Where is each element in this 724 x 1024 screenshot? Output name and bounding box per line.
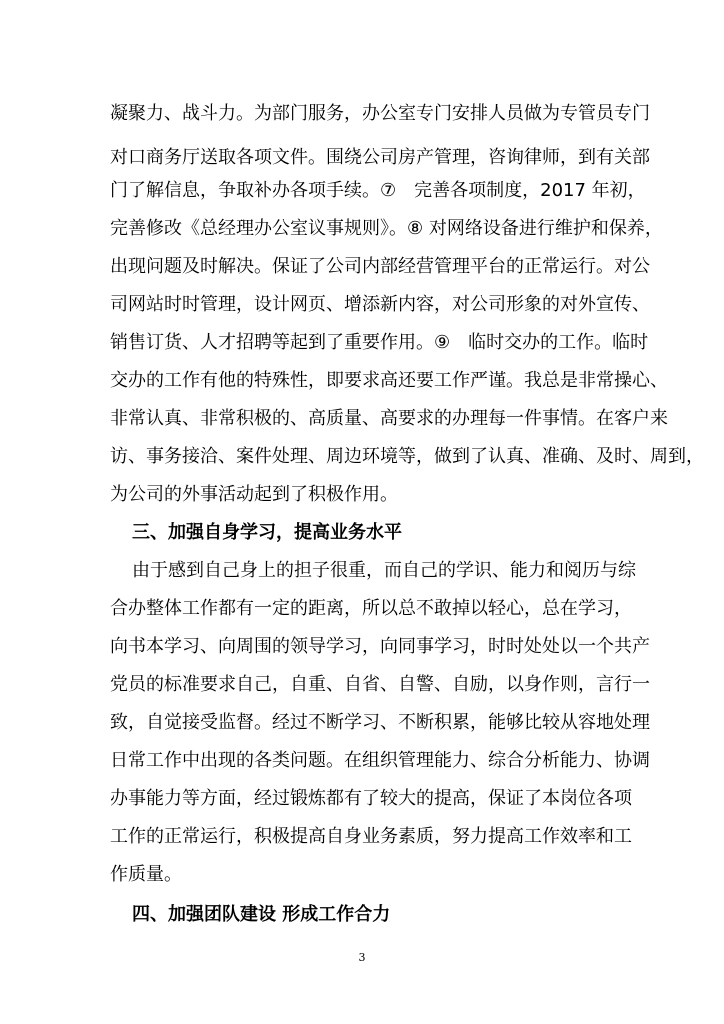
paragraph-line: 出现问题及时解决。保证了公司内部经营管理平台的正常运行。对公	[110, 256, 650, 277]
paragraph-line: 凝聚力、战斗力。为部门服务，办公室专门安排人员做为专管员专门	[110, 103, 650, 124]
paragraph-line: 日常工作中出现的各类问题。在组织管理能力、综合分析能力、协调	[110, 750, 650, 771]
paragraph-line: 向书本学习、向周围的领导学习，向同事学习，时时处处以一个共产	[110, 636, 650, 657]
paragraph-line: 致，自觉接受监督。经过不断学习、不断积累，能够比较从容地处理	[110, 712, 650, 733]
section-heading: 四、加强团队建设 形成工作合力	[132, 904, 391, 925]
paragraph-line: 交办的工作有他的特殊性，即要求高还要工作严谨。我总是非常操心、	[110, 370, 668, 391]
paragraph-line: 非常认真、非常积极的、高质量、高要求的办理每一件事情。在客户来	[110, 408, 668, 429]
paragraph-line: 为公司的外事活动起到了积极作用。	[110, 484, 398, 505]
paragraph-line: 访、事务接洽、案件处理、周边环境等，做到了认真、准确、及时、周到，	[110, 446, 704, 467]
paragraph-line: 合办整体工作都有一定的距离，所以总不敢掉以轻心，总在学习，	[110, 598, 632, 619]
section-heading: 三、加强自身学习，提高业务水平	[132, 522, 402, 543]
paragraph-line: 作质量。	[110, 864, 182, 885]
page-number: 3	[358, 951, 366, 964]
paragraph-line: 工作的正常运行，积极提高自身业务素质，努力提高工作效率和工	[110, 826, 632, 847]
paragraph-line: 完善修改《总经理办公室议事规则》。⑧ 对网络设备进行维护和保养，	[110, 218, 663, 239]
paragraph-line: 党员的标准要求自己，自重、自省、自警、自励，以身作则，言行一	[110, 674, 650, 695]
paragraph-line: 销售订货、人才招聘等起到了重要作用。⑨ 临时交办的工作。临时	[110, 332, 649, 353]
paragraph-line: 门了解信息，争取补办各项手续。⑦ 完善各项制度，2017 年初，	[110, 180, 646, 201]
paragraph-line: 办事能力等方面，经过锻炼都有了较大的提高，保证了本岗位各项	[110, 788, 632, 809]
paragraph-line: 由于感到自己身上的担子很重，而自己的学识、能力和阅历与综	[132, 560, 636, 581]
paragraph-line: 对口商务厅送取各项文件。围绕公司房产管理，咨询律师，到有关部	[110, 147, 650, 168]
paragraph-line: 司网站时时管理，设计网页、增添新内容，对公司形象的对外宣传、	[110, 294, 650, 315]
